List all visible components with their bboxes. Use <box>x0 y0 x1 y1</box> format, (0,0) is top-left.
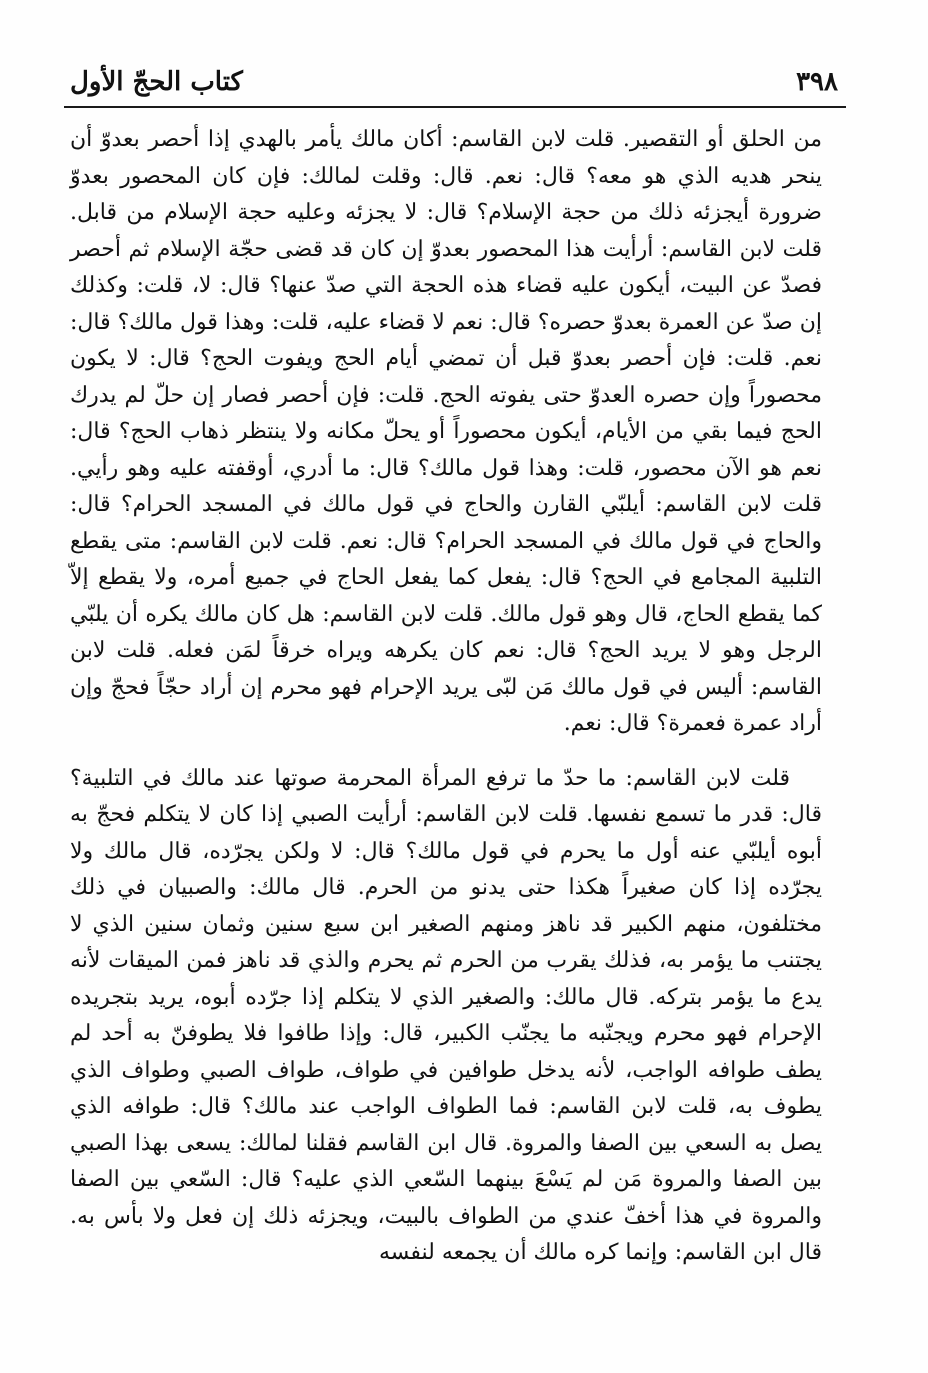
header-divider <box>64 106 846 108</box>
page-body <box>70 122 822 1272</box>
paragraph: قلت لابن القاسم: ما حدّ ما ترفع المرأة المحرمة صوتها عند مالك في التلبية؟ قال: قدر ما تسمع نفسها. قلت لابن القاسم: أرأيت الصبي إذا كان لا يتكلم فحجّ به أبوه أيلبّي عنه أول ما يحرم في قول مالك؟ قال: لا ولكن يجرّده، قال مالك ولا يجرّده إذا كان صغيراً هكذا حتى يدنو من الحرم. قال مالك: والصبيان في ذلك مختلفون، منهم الكبير قد ناهز ومنهم الصغير ابن سبع سنين وثمان سنين الذي لا يجتنب ما يؤمر به، فذلك يقرب من الحرم ثم يحرم والذي قد ناهز فمن الميقات لأنه يدع ما يؤمر بتركه. قال مالك: والصغير الذي لا يتكلم إذا جرّده أبوه، يريد بتجريده الإحرام فهو محرم ويجنّبه ما يجنّب الكبير، قال: وإذا طافوا فلا يطوفنّ به أحد لم يطف طوافه الواجب، لأنه يدخل طوافين في طواف، طواف الصبي وطواف الذي يطوف به، قلت لابن القاسم: فما الطواف الواجب عند مالك؟ قال: طوافه الذي يصل به السعي بين الصفا والمروة. قال ابن القاسم فقلنا لمالك: يسعى بهذا الصبي بين الصفا والمروة مَن لم يَسْعَ بينهما السّعي الذي عليه؟ قال: السّعي بين الصفا والمروة في هذا أخفّ عندي من الطواف بالبيت، ويجزئه ذلك إن فعل ولا بأس به. قال ابن القاسم: وإنما كره مالك أن يجمعه لنفسه <box>70 765 822 1265</box>
page-header <box>64 58 846 104</box>
book-title: كتاب الحجّ الأول <box>70 67 243 97</box>
paragraph: من الحلق أو التقصير. قلت لابن القاسم: أكان مالك يأمر بالهدي إذا أحصر بعدوّ أن ينحر هديه الذي هو معه؟ قال: نعم. قال: وقلت لمالك: فإن كان المحصور بعدوّ ضرورة أيجزئه ذلك من حجة الإسلام؟ قال: لا يجزئه وعليه حجة الإسلام من قابل. قلت لابن القاسم: أرأيت هذا المحصور بعدوّ إن كان قد قضى حجّة الإسلام ثم أحصر فصدّ عن البيت، أيكون عليه قضاء هذه الحجة التي صدّ عنها؟ قال: لا، قلت: وكذلك إن صدّ عن العمرة بعدوّ حصره؟ قال: نعم لا قضاء عليه، قلت: وهذا قول مالك؟ قال: نعم. قلت: فإن أحصر بعدوّ قبل أن تمضي أيام الحج ويفوت الحج؟ قال: لا يكون محصوراً وإن حصره العدوّ حتى يفوته الحج. قلت: فإن أحصر فصار إن حلّ لم يدرك الحج فيما بقي من الأيام، أيكون محصوراً أو يحلّ مكانه ولا ينتظر ذهاب الحج؟ قال: نعم هو الآن محصور، قلت: وهذا قول مالك؟ قال: ما أدري، أوقفته عليه وهو رأيي. قلت لابن القاسم: أيلبّي القارن والحاج في قول مالك في المسجد الحرام؟ قال: والحاج في قول مالك في المسجد الحرام؟ قال: نعم. قلت لابن القاسم: متى يقطع التلبية المجامع في الحج؟ قال: يفعل كما يفعل الحاج في جميع أمره، ولا يقطع إلاّ كما يقطع الحاج، قال وهو قول مالك. قلت لابن القاسم: هل كان مالك يكره أن يلبّي الرجل وهو لا يريد الحج؟ قال: نعم كان يكرهه ويراه خرقاً لمَن فعله. قلت لابن القاسم: أليس في قول مالك مَن لبّى يريد الإحرام فهو محرم إن أراد حجّاً فحجّ وإن أراد عمرة فعمرة؟ قال: نعم. <box>70 127 822 736</box>
page-number: ٣٩٨ <box>796 67 838 97</box>
